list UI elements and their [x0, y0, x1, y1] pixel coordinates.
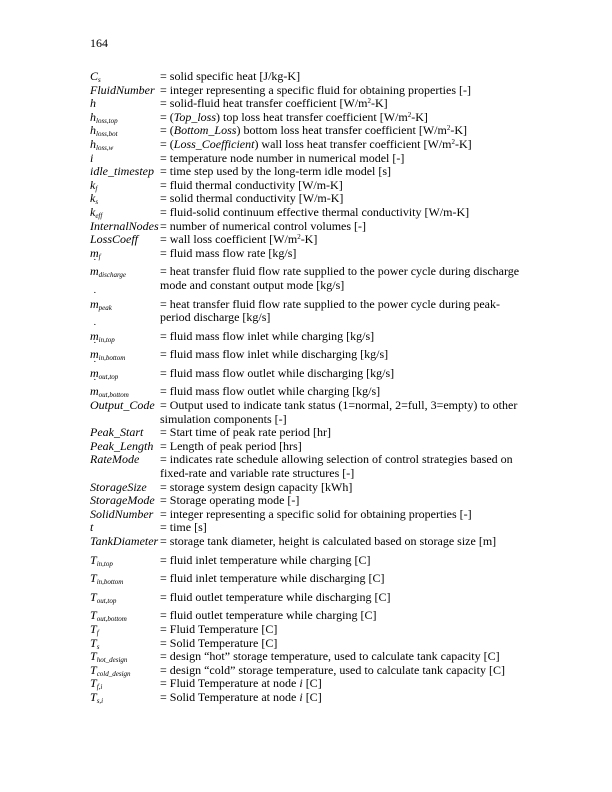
symbol-subscript: f,i [96, 683, 103, 692]
symbol [90, 138, 160, 152]
definition-text: = number of numerical control volumes [-] [160, 218, 367, 233]
symbol [90, 521, 160, 535]
nomenclature-entry [90, 152, 530, 166]
definition [160, 97, 530, 111]
symbol [90, 165, 160, 179]
symbol [90, 591, 160, 605]
definition-text: = ( [160, 136, 174, 151]
definition [160, 298, 530, 325]
symbol [90, 298, 160, 312]
definition [160, 84, 530, 98]
definition-continuation: fixed-rate and variable rate structures [-] [160, 466, 355, 481]
nomenclature-entry [90, 554, 530, 568]
nomenclature-entry [90, 111, 530, 125]
nomenclature-entry [90, 124, 530, 138]
definition-text: ) wall loss heat transfer coefficient [W/m [254, 136, 452, 151]
definition-text: = indicates rate schedule allowing selection of control strategies based on [160, 452, 513, 467]
nomenclature-entry [90, 453, 530, 480]
symbol-subscript: f [95, 184, 98, 193]
symbol-subscript: in,top [96, 559, 113, 568]
symbol-base: k [90, 204, 96, 219]
nomenclature-entry [90, 535, 530, 549]
definition-text: ) top loss heat transfer coefficient [W/m [216, 109, 408, 124]
symbol [90, 233, 160, 247]
nomenclature-entry [90, 399, 530, 426]
definition [160, 70, 530, 84]
nomenclature-entry [90, 521, 530, 535]
symbol-base: InternalNodes [90, 218, 159, 233]
symbol [90, 247, 160, 261]
symbol [90, 637, 160, 651]
definition [160, 399, 530, 426]
nomenclature-entry [90, 426, 530, 440]
symbol-base: ˙ m [90, 348, 99, 362]
symbol [90, 385, 160, 399]
symbol-base: k [90, 191, 96, 206]
symbol-base: ˙ m [90, 367, 99, 381]
definition-text: = fluid inlet temperature while discharging [C] [160, 571, 385, 586]
definition [160, 233, 530, 247]
definition-text: = fluid inlet temperature while charging [C] [160, 552, 371, 567]
symbol [90, 179, 160, 193]
symbol-base: StorageSize [90, 479, 147, 494]
definition [160, 426, 530, 440]
symbol-base: StorageMode [90, 493, 155, 508]
nomenclature-list [90, 70, 530, 705]
symbol-subscript: s [98, 76, 101, 84]
nomenclature-entry [90, 298, 530, 325]
definition [160, 453, 530, 480]
nomenclature-entry [90, 677, 530, 691]
definition-text: = storage tank diameter, height is calculated based on storage size [m] [160, 534, 497, 548]
nomenclature-entry [90, 572, 530, 586]
nomenclature-entry [90, 220, 530, 234]
symbol-base: ˙ m [90, 265, 99, 279]
nomenclature-entry [90, 385, 530, 399]
symbol-subscript: f [96, 628, 99, 637]
symbol [90, 206, 160, 220]
definition-text: = fluid outlet temperature while charging [C] [160, 608, 377, 623]
nomenclature-entry [90, 348, 530, 362]
symbol-subscript: in,bottom [96, 578, 124, 587]
symbol-base: T [90, 571, 97, 586]
definition-text: = Output used to indicate tank status (1=normal, 2=full, 3=empty) to other [160, 398, 518, 413]
symbol-subscript: hot_design [96, 656, 128, 665]
symbol-base: h [90, 96, 96, 111]
symbol-subscript: cold_design [96, 669, 131, 678]
nomenclature-entry [90, 637, 530, 651]
symbol [90, 330, 160, 344]
definition [160, 138, 530, 152]
symbol-base: Output_Code [90, 398, 155, 413]
definition-text: -K] [411, 109, 428, 124]
symbol [90, 348, 160, 362]
definition-text: = heat transfer fluid flow rate supplied to the power cycle during discharge [160, 264, 520, 279]
symbol [90, 124, 160, 138]
nomenclature-entry [90, 609, 530, 623]
symbol-base: T [90, 689, 97, 704]
symbol-base: k [90, 177, 96, 192]
definition-text: = fluid mass flow outlet while discharging [kg/s] [160, 365, 395, 380]
symbol-base: T [90, 676, 97, 691]
symbol-subscript: loss,bot [96, 130, 118, 139]
definition-text: = fluid mass flow outlet while charging [kg/s] [160, 384, 381, 399]
symbol-subscript: s [95, 198, 99, 207]
definition [160, 677, 530, 691]
definition [160, 664, 530, 678]
symbol [90, 440, 160, 454]
nomenclature-entry [90, 650, 530, 664]
definition [160, 111, 530, 125]
symbol-base: T [90, 649, 97, 664]
definition-text: ) bottom loss heat transfer coefficient [W/m [236, 123, 447, 138]
definition-text: = solid specific heat [J/kg-K] [160, 69, 301, 83]
symbol-base: SolidNumber [90, 506, 154, 521]
definition-text: = heat transfer fluid flow rate supplied to the power cycle during peak- [160, 296, 500, 311]
definition [160, 220, 530, 234]
nomenclature-entry [90, 591, 530, 605]
definition-text: = Solid Temperature [C] [160, 635, 278, 650]
definition-text: -K] [450, 123, 467, 138]
definition-text: = ( [160, 109, 174, 124]
nomenclature-entry [90, 623, 530, 637]
symbol [90, 367, 160, 381]
nomenclature-entry [90, 97, 530, 111]
symbol-base: T [90, 635, 97, 650]
definition-text: = fluid outlet temperature while discharging [C] [160, 589, 391, 604]
symbol [90, 650, 160, 664]
definition [160, 124, 530, 138]
symbol-subscript: loss,w [96, 143, 114, 152]
symbol [90, 426, 160, 440]
nomenclature-entry [90, 179, 530, 193]
symbol-subscript: f [98, 252, 101, 261]
symbol [90, 220, 160, 234]
definition-text: = integer representing a specific fluid for obtaining properties [-] [160, 82, 471, 97]
definition-text: = Solid Temperature at node [160, 689, 300, 704]
definition [160, 385, 530, 399]
definition-continuation: period discharge [kg/s] [160, 310, 271, 325]
symbol [90, 572, 160, 586]
symbol [90, 192, 160, 206]
superscript: 2 [297, 233, 301, 242]
definition [160, 179, 530, 193]
symbol-subscript: eff [95, 211, 103, 220]
definition-text: -K] [454, 136, 472, 151]
symbol-subscript: out,bottom [96, 615, 127, 624]
definition-text: = Fluid Temperature [C] [160, 621, 278, 636]
definition [160, 535, 530, 549]
nomenclature-entry [90, 247, 530, 261]
definition [160, 521, 530, 535]
symbol-base: idle_timestep [90, 164, 154, 179]
symbol-base: ˙ m [90, 298, 99, 312]
nomenclature-entry [90, 265, 530, 292]
symbol-base: TankDiameter [90, 534, 159, 548]
definition-text: = design “hot” storage temperature, used to calculate tank capacity [C] [160, 649, 500, 664]
symbol-subscript: s,i [96, 696, 104, 705]
definition [160, 481, 530, 495]
symbol [90, 111, 160, 125]
symbol [90, 535, 160, 549]
definition-text: = ( [160, 123, 174, 138]
definition [160, 637, 530, 651]
symbol [90, 677, 160, 691]
nomenclature-entry [90, 691, 530, 705]
nomenclature-entry [90, 165, 530, 179]
definition-text: [C] [302, 689, 322, 704]
symbol [90, 70, 160, 84]
definition-text: = fluid thermal conductivity [W/m-K] [160, 177, 343, 192]
superscript: 2 [446, 124, 451, 133]
symbol [90, 623, 160, 637]
definition-italic: Bottom_Loss [173, 123, 237, 138]
definition [160, 691, 530, 705]
definition-text: = Start time of peak rate period [hr] [160, 425, 332, 440]
superscript: 2 [367, 97, 371, 106]
symbol-subscript: discharge [98, 271, 127, 280]
symbol-subscript: out,bottom [98, 391, 129, 400]
definition [160, 206, 530, 220]
definition-text: = fluid mass flow inlet while discharging [kg/s] [160, 347, 389, 362]
symbol-base: ˙ m [90, 330, 99, 344]
definition-text: = Fluid Temperature at node [160, 676, 300, 691]
definition-text: = fluid-solid continuum effective thermal conductivity [W/m-K] [160, 204, 470, 219]
symbol-subscript: in,bottom [98, 354, 126, 363]
symbol-base: LossCoeff [90, 232, 139, 247]
symbol [90, 494, 160, 508]
symbol-base: T [90, 589, 97, 604]
symbol-subscript: s [96, 642, 100, 651]
definition [160, 367, 530, 381]
definition [160, 609, 530, 623]
definition [160, 192, 530, 206]
definition [160, 508, 530, 522]
page-number: 164 [90, 36, 108, 50]
nomenclature-entry [90, 138, 530, 152]
symbol-base: T [90, 552, 97, 567]
nomenclature-entry [90, 481, 530, 495]
symbol [90, 84, 160, 98]
symbol-base: FluidNumber [90, 82, 155, 97]
nomenclature-entry [90, 84, 530, 98]
nomenclature-entry [90, 206, 530, 220]
symbol [90, 554, 160, 568]
definition [160, 591, 530, 605]
definition [160, 348, 530, 362]
definition [160, 494, 530, 508]
definition-text: = solid-fluid heat transfer coefficient [W/m [160, 96, 368, 111]
definition [160, 623, 530, 637]
symbol [90, 691, 160, 705]
symbol-base: h [90, 123, 96, 138]
definition [160, 265, 530, 292]
definition-text: = Length of peak period [hrs] [160, 438, 302, 453]
definition [160, 165, 530, 179]
symbol-base: Peak_Start [90, 425, 144, 440]
nomenclature-entry [90, 440, 530, 454]
symbol-subscript: out,top [96, 596, 117, 605]
symbol [90, 97, 160, 111]
definition-text: [C] [302, 676, 322, 691]
definition [160, 650, 530, 664]
definition [160, 572, 530, 586]
definition-italic: Top_loss [173, 109, 217, 124]
symbol [90, 399, 160, 413]
symbol [90, 481, 160, 495]
symbol-base: i [90, 150, 94, 165]
symbol [90, 453, 160, 467]
symbol-base: m [90, 245, 99, 260]
definition-italic: i [299, 676, 303, 691]
symbol-subscript: loss,top [96, 116, 118, 125]
symbol [90, 265, 160, 279]
definition [160, 152, 530, 166]
definition-text: = Storage operating mode [-] [160, 493, 300, 508]
definition [160, 554, 530, 568]
definition-text: = time step used by the long-term idle model [s] [160, 164, 392, 179]
symbol [90, 664, 160, 678]
nomenclature-entry [90, 330, 530, 344]
nomenclature-entry [90, 367, 530, 381]
symbol-subscript: in,top [98, 335, 115, 344]
symbol-base: C [90, 69, 99, 83]
definition-text: = integer representing a specific solid for obtaining properties [-] [160, 506, 472, 521]
superscript: 2 [451, 137, 455, 146]
symbol-subscript: out,top [98, 372, 119, 381]
symbol [90, 609, 160, 623]
definition-text: = solid thermal conductivity [W/m-K] [160, 191, 344, 206]
nomenclature-entry [90, 192, 530, 206]
symbol-base: T [90, 608, 97, 623]
definition-text: = wall loss coefficient [W/m [160, 232, 298, 247]
definition-text: = fluid mass flow inlet while charging [kg/s] [160, 328, 375, 343]
symbol-base: T [90, 621, 97, 636]
definition-text: = temperature node number in numerical model [-] [160, 150, 405, 165]
definition [160, 330, 530, 344]
superscript: 2 [407, 110, 412, 119]
symbol-base: Peak_Length [90, 438, 154, 453]
nomenclature-entry [90, 494, 530, 508]
symbol-base: h [90, 109, 96, 124]
symbol-base: h [90, 136, 96, 151]
symbol-base: RateMode [90, 452, 140, 467]
symbol [90, 508, 160, 522]
symbol-base: T [90, 662, 97, 677]
definition-text: = time [s] [160, 520, 207, 535]
symbol-subscript: peak [98, 303, 112, 312]
definition-text: = fluid mass flow rate [kg/s] [160, 245, 297, 260]
nomenclature-entry [90, 233, 530, 247]
definition [160, 440, 530, 454]
definition-text: -K] [370, 96, 388, 111]
definition-italic: Loss_Coefficient [173, 136, 255, 151]
definition [160, 247, 530, 261]
definition-text: = design “cold” storage temperature, used to calculate tank capacity [C] [160, 662, 505, 677]
symbol-base: ˙ m [90, 385, 99, 399]
definition-text: = storage system design capacity [kWh] [160, 479, 353, 494]
definition-italic: i [299, 689, 303, 704]
nomenclature-entry [90, 664, 530, 678]
definition-continuation: mode and constant output mode [kg/s] [160, 277, 345, 292]
symbol [90, 152, 160, 166]
nomenclature-entry [90, 70, 530, 84]
definition-continuation: simulation components [-] [160, 411, 287, 426]
nomenclature-entry [90, 508, 530, 522]
definition-text: -K] [300, 232, 318, 247]
symbol-base: t [90, 520, 94, 535]
